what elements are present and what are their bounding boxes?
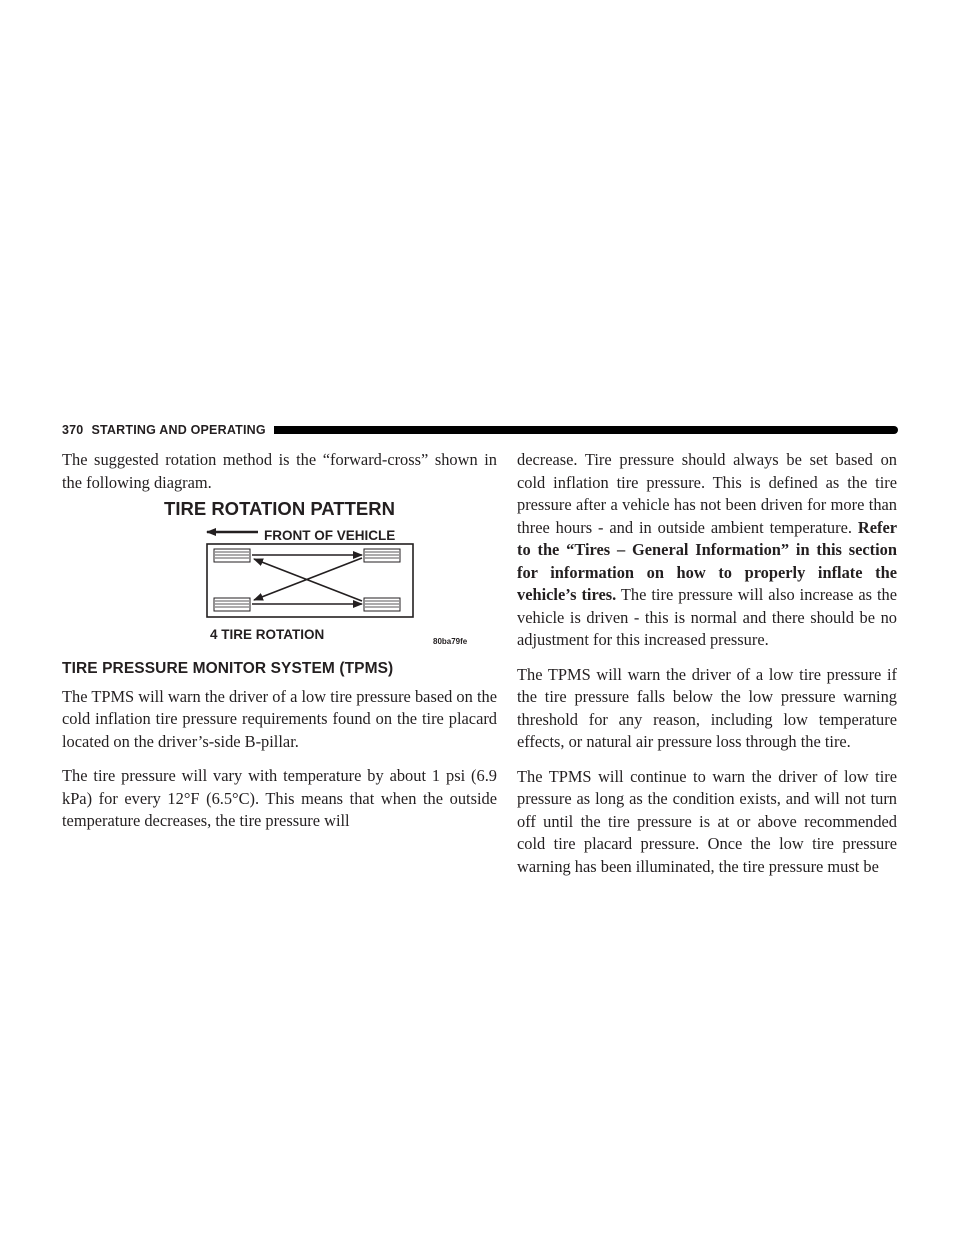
right-paragraph-1-end: The tire pressure will also increase as the vehicle is driven - this is normal and there should be no adjustment for this increased pressure.: [517, 585, 898, 649]
figure-caption: 4 TIRE ROTATION: [210, 627, 325, 642]
tire-front-right: [214, 598, 250, 611]
left-column: [62, 449, 497, 845]
tpms-paragraph-1: The TPMS will warn the driver of a low tire pressure based on the cold inflation tire pressure requirements found on the tire placard located on the driver’s-side B-pillar.: [62, 686, 497, 751]
right-column: [517, 449, 897, 890]
refer-to-tires-note: Refer to the “Tires – General Information” in this section for information on how to properly inflate the vehicle’s tires.: [517, 517, 897, 604]
tire-rear-right: [364, 598, 400, 611]
section-title: STARTING AND OPERATING: [91, 423, 266, 437]
right-paragraph-1-start: decrease. Tire pressure should always be set based on cold inflation tire pressure. This is defined as the tire pressure after a vehicle has not been driven for more than three hours - and in outside ambient temperature.: [517, 450, 897, 537]
tpms-heading: TIRE PRESSURE MONITOR SYSTEM (TPMS): [62, 660, 394, 677]
right-paragraph-1: [517, 449, 897, 652]
tpms-paragraph-2: The tire pressure will vary with temperature by about 1 psi (6.9 kPa) for every 12°F (6.5°C). This means that when the outside temperature decreases, the tire pressure will: [62, 766, 497, 830]
right-paragraph-2: The TPMS will warn the driver of a low tire pressure if the tire pressure falls below the low pressure warning threshold for any reason, including low temperature effects, or natural air pressure loss through the tire.: [517, 664, 897, 751]
arrow-rear-left-to-front-right: [254, 558, 362, 600]
tire-rotation-figure: [62, 498, 497, 648]
tire-rear-left: [364, 549, 400, 562]
figure-title: TIRE ROTATION PATTERN: [164, 498, 395, 519]
arrow-rear-right-to-front-left: [254, 559, 362, 601]
page-number: 370: [62, 423, 84, 437]
page-header: [62, 423, 898, 437]
header-rule: [274, 426, 898, 434]
right-paragraph-3: The TPMS will continue to warn the driver of low tire pressure as long as the condition exists, and will not turn off until the tire pressure is at or above recommended cold tire placard pressure. Once the low tire pressure warning has been illuminated, the tire pressure must be: [517, 766, 897, 876]
figure-code: 80ba79fe: [433, 637, 468, 646]
tire-front-left: [214, 549, 250, 562]
front-of-vehicle-label: FRONT OF VEHICLE: [264, 528, 396, 543]
intro-paragraph: The suggested rotation method is the “forward-cross” shown in the following diagram.: [62, 450, 497, 492]
